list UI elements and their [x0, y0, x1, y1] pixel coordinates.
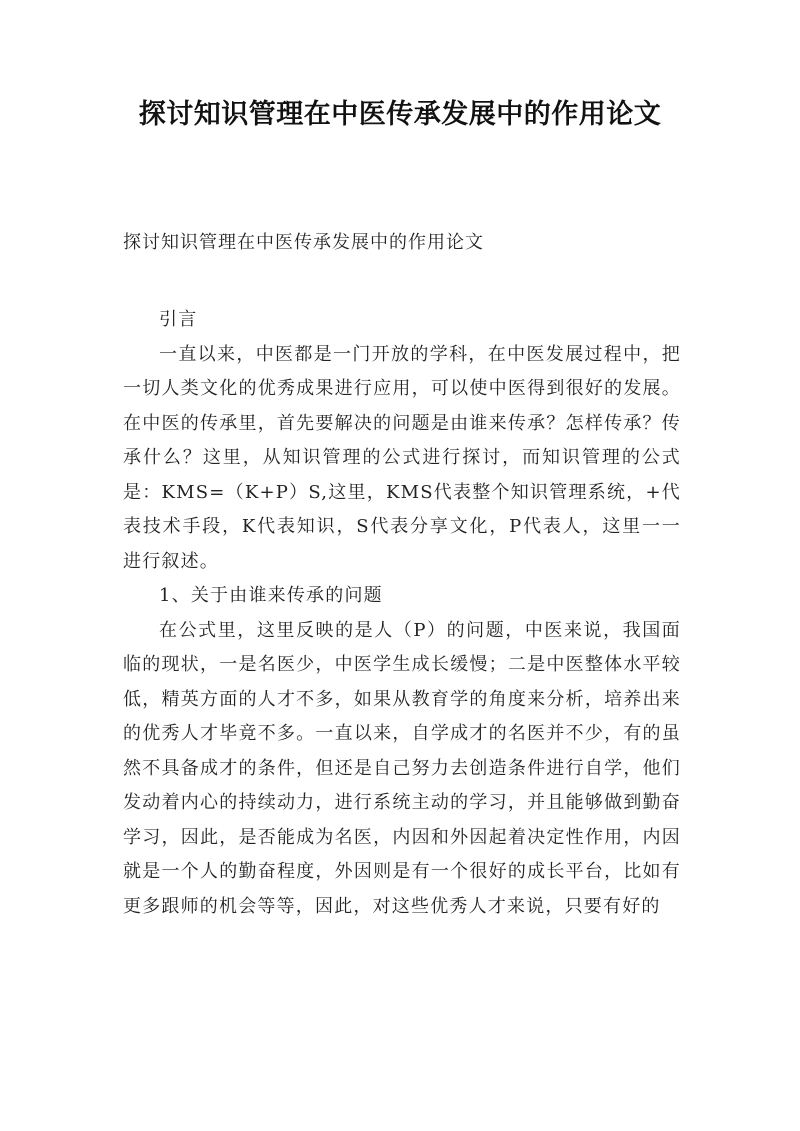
document-body [123, 303, 681, 924]
paragraph-intro: 一直以来，中医都是一门开放的学科，在中医发展过程中，把一切人类文化的优秀成果进行应用，可以使中医得到很好的发展。在中医的传承里，首先要解决的问题是由谁来传承？怎样传承？传承什么？这里，从知识管理的公式进行探讨，而知识管理的公式是：KMS=（K+P）S,这里，KMS代表整个知识管理系统，+代表技术手段，K代表知识，S代表分享文化，P代表人，这里一一进行叙述。 [123, 343, 681, 572]
document-subtitle: 探讨知识管理在中医传承发展中的作用论文 [123, 232, 484, 253]
section-heading-1: 1、关于由谁来传承的问题 [159, 585, 383, 606]
section-heading-intro: 引言 [159, 309, 198, 330]
document-title: 探讨知识管理在中医传承发展中的作用论文 [138, 99, 662, 130]
paragraph-section-1: 在公式里，这里反映的是人（P）的问题，中医来说，我国面临的现状，一是名医少，中医学生成长缓慢；二是中医整体水平较低，精英方面的人才不多，如果从教育学的角度来分析，培养出来的优秀人才毕竟不多。一直以来，自学成才的名医并不少，有的虽然不具备成才的条件，但还是自己努力去创造条件进行自学，他们发动着内心的持续动力，进行系统主动的学习，并且能够做到勤奋学习，因此，是否能成为名医，内因和外因起着决定性作用，内因就是一个人的勤奋程度，外因则是有一个很好的成长平台，比如有更多跟师的机会等等，因此，对这些优秀人才来说，只要有好的 [123, 619, 681, 917]
